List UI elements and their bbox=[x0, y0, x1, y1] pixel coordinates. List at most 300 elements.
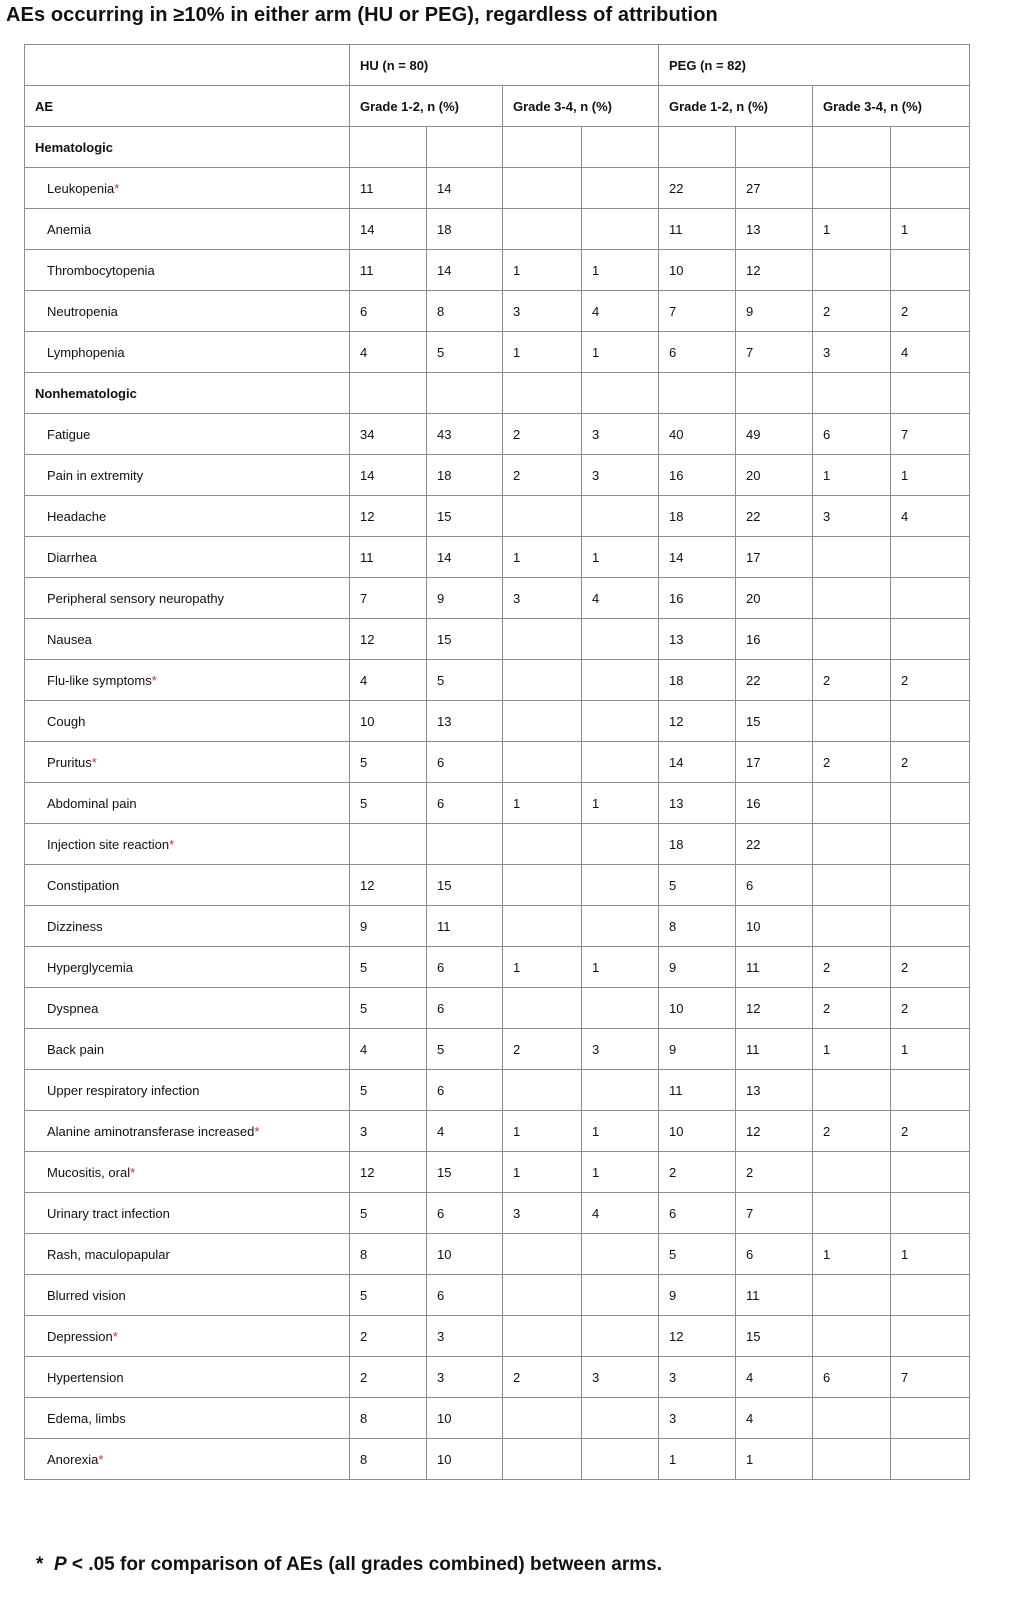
value-cell: 10 bbox=[736, 906, 813, 947]
footnote-mark: * bbox=[36, 1554, 44, 1575]
ae-label: Blurred vision bbox=[47, 1287, 126, 1303]
value-cell: 27 bbox=[736, 168, 813, 209]
value-cell bbox=[503, 168, 582, 209]
value-cell: 9 bbox=[427, 578, 503, 619]
ae-name-cell bbox=[25, 619, 350, 660]
empty-cell bbox=[736, 373, 813, 414]
value-cell: 2 bbox=[891, 988, 970, 1029]
ae-label: Thrombocytopenia bbox=[47, 262, 155, 278]
table-row bbox=[25, 414, 970, 455]
ae-label: Depression bbox=[47, 1328, 113, 1344]
value-cell: 14 bbox=[659, 742, 736, 783]
value-cell bbox=[503, 1316, 582, 1357]
value-cell bbox=[891, 619, 970, 660]
value-cell: 1 bbox=[813, 1234, 891, 1275]
value-cell bbox=[503, 619, 582, 660]
value-cell bbox=[503, 701, 582, 742]
value-cell: 40 bbox=[659, 414, 736, 455]
value-cell: 1 bbox=[582, 947, 659, 988]
table-row bbox=[25, 1439, 970, 1480]
value-cell bbox=[813, 824, 891, 865]
table-row bbox=[25, 1357, 970, 1398]
value-cell: 2 bbox=[891, 947, 970, 988]
value-cell: 11 bbox=[350, 168, 427, 209]
value-cell: 1 bbox=[582, 250, 659, 291]
value-cell: 6 bbox=[427, 742, 503, 783]
ae-label: Back pain bbox=[47, 1041, 105, 1057]
table-row bbox=[25, 619, 970, 660]
ae-label: Anorexia bbox=[47, 1451, 99, 1467]
value-cell: 2 bbox=[891, 1111, 970, 1152]
value-cell bbox=[503, 1398, 582, 1439]
value-cell: 14 bbox=[659, 537, 736, 578]
ae-name-cell bbox=[25, 1275, 350, 1316]
table-row bbox=[25, 947, 970, 988]
ae-label: Edema, limbs bbox=[47, 1410, 126, 1426]
value-cell: 18 bbox=[659, 496, 736, 537]
value-cell: 10 bbox=[350, 701, 427, 742]
value-cell: 6 bbox=[813, 414, 891, 455]
ae-name-cell bbox=[25, 291, 350, 332]
value-cell: 1 bbox=[891, 209, 970, 250]
value-cell bbox=[813, 619, 891, 660]
ae-name-cell bbox=[25, 1357, 350, 1398]
value-cell: 11 bbox=[427, 906, 503, 947]
value-cell: 20 bbox=[736, 578, 813, 619]
value-cell: 8 bbox=[350, 1234, 427, 1275]
value-cell: 8 bbox=[350, 1439, 427, 1480]
category-row bbox=[25, 373, 970, 414]
header-hu-grade34: Grade 3-4, n (%) bbox=[503, 86, 659, 127]
value-cell bbox=[503, 660, 582, 701]
empty-cell bbox=[659, 373, 736, 414]
table-row bbox=[25, 783, 970, 824]
table-row bbox=[25, 906, 970, 947]
value-cell: 5 bbox=[350, 947, 427, 988]
value-cell bbox=[582, 865, 659, 906]
value-cell: 10 bbox=[427, 1439, 503, 1480]
value-cell bbox=[503, 1275, 582, 1316]
value-cell bbox=[891, 906, 970, 947]
value-cell: 2 bbox=[503, 414, 582, 455]
table-row bbox=[25, 701, 970, 742]
value-cell: 2 bbox=[891, 660, 970, 701]
ae-name-cell bbox=[25, 865, 350, 906]
table-row bbox=[25, 578, 970, 619]
value-cell: 1 bbox=[582, 1111, 659, 1152]
value-cell bbox=[582, 168, 659, 209]
value-cell: 2 bbox=[813, 1111, 891, 1152]
table-row bbox=[25, 291, 970, 332]
value-cell bbox=[813, 783, 891, 824]
table-row bbox=[25, 1234, 970, 1275]
value-cell: 4 bbox=[427, 1111, 503, 1152]
value-cell: 1 bbox=[582, 783, 659, 824]
value-cell: 11 bbox=[659, 1070, 736, 1111]
adverse-events-table bbox=[24, 44, 970, 1480]
value-cell: 14 bbox=[427, 537, 503, 578]
value-cell: 17 bbox=[736, 537, 813, 578]
value-cell: 2 bbox=[891, 742, 970, 783]
table-row bbox=[25, 250, 970, 291]
value-cell: 34 bbox=[350, 414, 427, 455]
value-cell: 9 bbox=[659, 1275, 736, 1316]
ae-label: Injection site reaction bbox=[47, 836, 170, 852]
ae-name-cell bbox=[25, 537, 350, 578]
value-cell bbox=[813, 1070, 891, 1111]
ae-label: Alanine aminotransferase increased bbox=[47, 1123, 255, 1139]
value-cell bbox=[582, 660, 659, 701]
empty-cell bbox=[503, 127, 582, 168]
value-cell: 12 bbox=[736, 1111, 813, 1152]
value-cell bbox=[891, 1398, 970, 1439]
value-cell bbox=[427, 824, 503, 865]
value-cell: 9 bbox=[350, 906, 427, 947]
ae-name-cell bbox=[25, 209, 350, 250]
value-cell: 16 bbox=[736, 783, 813, 824]
value-cell: 10 bbox=[659, 988, 736, 1029]
ae-name-cell bbox=[25, 1316, 350, 1357]
significance-star: * bbox=[130, 1164, 136, 1180]
value-cell: 1 bbox=[582, 1152, 659, 1193]
value-cell bbox=[813, 1398, 891, 1439]
ae-name-cell bbox=[25, 1439, 350, 1480]
value-cell: 3 bbox=[659, 1357, 736, 1398]
ae-name-cell bbox=[25, 1029, 350, 1070]
value-cell bbox=[582, 1439, 659, 1480]
value-cell: 15 bbox=[427, 1152, 503, 1193]
significance-star: * bbox=[151, 672, 157, 688]
value-cell: 3 bbox=[427, 1357, 503, 1398]
value-cell: 5 bbox=[350, 1193, 427, 1234]
ae-name-cell bbox=[25, 701, 350, 742]
table-row bbox=[25, 660, 970, 701]
value-cell: 2 bbox=[813, 947, 891, 988]
value-cell bbox=[813, 1316, 891, 1357]
value-cell: 7 bbox=[350, 578, 427, 619]
value-cell: 16 bbox=[659, 578, 736, 619]
value-cell: 1 bbox=[503, 783, 582, 824]
table-row bbox=[25, 496, 970, 537]
ae-name-cell bbox=[25, 1152, 350, 1193]
table-row bbox=[25, 1398, 970, 1439]
value-cell: 2 bbox=[503, 455, 582, 496]
value-cell: 12 bbox=[350, 496, 427, 537]
value-cell: 1 bbox=[891, 455, 970, 496]
value-cell bbox=[582, 209, 659, 250]
value-cell: 13 bbox=[659, 783, 736, 824]
value-cell: 5 bbox=[350, 783, 427, 824]
ae-label: Urinary tract infection bbox=[47, 1205, 170, 1221]
header-arm-peg: PEG (n = 82) bbox=[659, 45, 970, 86]
value-cell: 7 bbox=[891, 414, 970, 455]
table-row bbox=[25, 742, 970, 783]
footnote-text: < .05 for comparison of AEs (all grades combined) between arms. bbox=[66, 1554, 662, 1575]
ae-name-cell bbox=[25, 824, 350, 865]
value-cell: 16 bbox=[659, 455, 736, 496]
header-hu-grade12: Grade 1-2, n (%) bbox=[350, 86, 503, 127]
significance-star: * bbox=[91, 754, 97, 770]
empty-cell bbox=[427, 127, 503, 168]
header-empty-cell bbox=[25, 45, 350, 86]
empty-cell bbox=[427, 373, 503, 414]
value-cell: 1 bbox=[503, 250, 582, 291]
value-cell bbox=[503, 1439, 582, 1480]
value-cell bbox=[891, 1316, 970, 1357]
value-cell bbox=[891, 865, 970, 906]
value-cell: 18 bbox=[427, 455, 503, 496]
value-cell bbox=[350, 824, 427, 865]
value-cell: 14 bbox=[427, 250, 503, 291]
value-cell: 12 bbox=[736, 250, 813, 291]
ae-label: Flu-like symptoms bbox=[47, 672, 152, 688]
ae-name-cell bbox=[25, 1398, 350, 1439]
table-row bbox=[25, 1152, 970, 1193]
value-cell: 5 bbox=[659, 1234, 736, 1275]
value-cell bbox=[503, 906, 582, 947]
ae-name-cell bbox=[25, 1234, 350, 1275]
significance-star: * bbox=[98, 1451, 104, 1467]
value-cell: 6 bbox=[659, 1193, 736, 1234]
value-cell: 11 bbox=[736, 1275, 813, 1316]
value-cell bbox=[891, 578, 970, 619]
value-cell: 4 bbox=[736, 1398, 813, 1439]
value-cell: 12 bbox=[350, 865, 427, 906]
ae-name-cell bbox=[25, 947, 350, 988]
value-cell bbox=[891, 168, 970, 209]
ae-name-cell bbox=[25, 332, 350, 373]
value-cell: 5 bbox=[350, 988, 427, 1029]
value-cell: 13 bbox=[736, 209, 813, 250]
value-cell bbox=[503, 496, 582, 537]
value-cell: 3 bbox=[503, 578, 582, 619]
ae-name-cell bbox=[25, 496, 350, 537]
ae-name-cell bbox=[25, 906, 350, 947]
ae-name-cell bbox=[25, 578, 350, 619]
ae-label: Peripheral sensory neuropathy bbox=[47, 590, 225, 606]
value-cell: 1 bbox=[503, 332, 582, 373]
value-cell: 16 bbox=[736, 619, 813, 660]
value-cell: 3 bbox=[503, 1193, 582, 1234]
value-cell bbox=[582, 988, 659, 1029]
value-cell: 6 bbox=[427, 1275, 503, 1316]
table-row bbox=[25, 865, 970, 906]
value-cell: 14 bbox=[350, 209, 427, 250]
value-cell: 4 bbox=[736, 1357, 813, 1398]
value-cell: 8 bbox=[427, 291, 503, 332]
value-cell: 1 bbox=[503, 1152, 582, 1193]
table-row bbox=[25, 1070, 970, 1111]
value-cell: 8 bbox=[659, 906, 736, 947]
value-cell: 6 bbox=[736, 865, 813, 906]
ae-label: Diarrhea bbox=[47, 549, 97, 565]
header-arm-hu: HU (n = 80) bbox=[350, 45, 659, 86]
ae-label: Hypertension bbox=[47, 1369, 124, 1385]
empty-cell bbox=[350, 373, 427, 414]
value-cell: 4 bbox=[350, 332, 427, 373]
table-row bbox=[25, 1029, 970, 1070]
empty-cell bbox=[350, 127, 427, 168]
ae-name-cell bbox=[25, 742, 350, 783]
ae-label: Upper respiratory infection bbox=[47, 1082, 200, 1098]
value-cell: 6 bbox=[427, 988, 503, 1029]
ae-label: Leukopenia bbox=[47, 180, 115, 196]
header-row-grades bbox=[25, 86, 970, 127]
empty-cell bbox=[813, 373, 891, 414]
empty-cell bbox=[582, 373, 659, 414]
value-cell bbox=[891, 250, 970, 291]
empty-cell bbox=[582, 127, 659, 168]
value-cell bbox=[891, 537, 970, 578]
value-cell: 3 bbox=[350, 1111, 427, 1152]
value-cell: 13 bbox=[427, 701, 503, 742]
table-row bbox=[25, 332, 970, 373]
value-cell: 2 bbox=[813, 660, 891, 701]
value-cell bbox=[503, 865, 582, 906]
value-cell: 6 bbox=[813, 1357, 891, 1398]
value-cell: 11 bbox=[736, 1029, 813, 1070]
value-cell: 1 bbox=[891, 1234, 970, 1275]
value-cell bbox=[891, 824, 970, 865]
value-cell bbox=[582, 824, 659, 865]
significance-star: * bbox=[114, 180, 120, 196]
value-cell: 15 bbox=[736, 701, 813, 742]
value-cell bbox=[582, 742, 659, 783]
ae-name-cell bbox=[25, 783, 350, 824]
value-cell: 15 bbox=[427, 619, 503, 660]
empty-cell bbox=[659, 127, 736, 168]
value-cell: 11 bbox=[350, 537, 427, 578]
table-row bbox=[25, 988, 970, 1029]
value-cell: 12 bbox=[736, 988, 813, 1029]
value-cell: 9 bbox=[659, 1029, 736, 1070]
ae-label: Dizziness bbox=[47, 918, 103, 934]
footnote bbox=[36, 1554, 662, 1576]
value-cell bbox=[891, 1152, 970, 1193]
value-cell: 3 bbox=[582, 1357, 659, 1398]
value-cell: 5 bbox=[427, 660, 503, 701]
value-cell: 1 bbox=[659, 1439, 736, 1480]
ae-name-cell bbox=[25, 1070, 350, 1111]
ae-label: Headache bbox=[47, 508, 107, 524]
value-cell: 1 bbox=[813, 1029, 891, 1070]
ae-name-cell bbox=[25, 1193, 350, 1234]
empty-cell bbox=[891, 127, 970, 168]
value-cell: 5 bbox=[350, 742, 427, 783]
value-cell bbox=[582, 1070, 659, 1111]
value-cell bbox=[503, 209, 582, 250]
value-cell: 15 bbox=[736, 1316, 813, 1357]
value-cell: 7 bbox=[659, 291, 736, 332]
category-label: Hematologic bbox=[25, 127, 350, 168]
value-cell: 22 bbox=[736, 496, 813, 537]
value-cell bbox=[813, 1439, 891, 1480]
value-cell: 10 bbox=[659, 1111, 736, 1152]
table-row bbox=[25, 1193, 970, 1234]
header-row-arms bbox=[25, 45, 970, 86]
header-peg-grade12: Grade 1-2, n (%) bbox=[659, 86, 813, 127]
header-peg-grade34: Grade 3-4, n (%) bbox=[813, 86, 970, 127]
value-cell: 15 bbox=[427, 865, 503, 906]
value-cell: 3 bbox=[582, 1029, 659, 1070]
value-cell: 2 bbox=[813, 988, 891, 1029]
value-cell: 6 bbox=[350, 291, 427, 332]
value-cell: 6 bbox=[427, 1070, 503, 1111]
ae-label: Hyperglycemia bbox=[47, 959, 133, 975]
empty-cell bbox=[813, 127, 891, 168]
value-cell bbox=[503, 824, 582, 865]
significance-star: * bbox=[169, 836, 175, 852]
footnote-p: P bbox=[53, 1554, 67, 1575]
value-cell: 3 bbox=[427, 1316, 503, 1357]
value-cell: 1 bbox=[736, 1439, 813, 1480]
value-cell bbox=[582, 1316, 659, 1357]
value-cell: 7 bbox=[736, 1193, 813, 1234]
value-cell bbox=[891, 1193, 970, 1234]
value-cell: 13 bbox=[736, 1070, 813, 1111]
value-cell: 1 bbox=[582, 332, 659, 373]
value-cell: 2 bbox=[813, 291, 891, 332]
value-cell: 43 bbox=[427, 414, 503, 455]
ae-label: Rash, maculopapular bbox=[47, 1246, 170, 1262]
value-cell bbox=[582, 1398, 659, 1439]
value-cell: 1 bbox=[813, 209, 891, 250]
table-row bbox=[25, 209, 970, 250]
ae-name-cell bbox=[25, 414, 350, 455]
value-cell: 5 bbox=[659, 865, 736, 906]
value-cell: 2 bbox=[503, 1029, 582, 1070]
table-row bbox=[25, 1316, 970, 1357]
ae-label: Constipation bbox=[47, 877, 120, 893]
value-cell: 5 bbox=[350, 1275, 427, 1316]
value-cell bbox=[813, 578, 891, 619]
value-cell: 12 bbox=[350, 1152, 427, 1193]
ae-name-cell bbox=[25, 168, 350, 209]
value-cell bbox=[503, 742, 582, 783]
ae-label: Nausea bbox=[47, 631, 92, 647]
value-cell: 4 bbox=[582, 1193, 659, 1234]
value-cell bbox=[503, 1070, 582, 1111]
value-cell: 2 bbox=[813, 742, 891, 783]
ae-label: Anemia bbox=[47, 221, 92, 237]
value-cell: 9 bbox=[736, 291, 813, 332]
value-cell: 14 bbox=[427, 168, 503, 209]
header-ae: AE bbox=[25, 86, 350, 127]
value-cell bbox=[582, 701, 659, 742]
table-row bbox=[25, 537, 970, 578]
value-cell: 1 bbox=[503, 947, 582, 988]
value-cell: 3 bbox=[503, 291, 582, 332]
value-cell: 5 bbox=[350, 1070, 427, 1111]
value-cell: 4 bbox=[350, 660, 427, 701]
value-cell: 20 bbox=[736, 455, 813, 496]
value-cell bbox=[582, 619, 659, 660]
value-cell: 4 bbox=[891, 496, 970, 537]
value-cell: 6 bbox=[659, 332, 736, 373]
empty-cell bbox=[891, 373, 970, 414]
value-cell: 8 bbox=[350, 1398, 427, 1439]
value-cell: 15 bbox=[427, 496, 503, 537]
value-cell: 3 bbox=[659, 1398, 736, 1439]
value-cell bbox=[891, 1070, 970, 1111]
table-row bbox=[25, 168, 970, 209]
value-cell: 22 bbox=[659, 168, 736, 209]
ae-label: Cough bbox=[47, 713, 86, 729]
value-cell bbox=[891, 783, 970, 824]
table-row bbox=[25, 1111, 970, 1152]
value-cell: 1 bbox=[891, 1029, 970, 1070]
value-cell bbox=[813, 168, 891, 209]
